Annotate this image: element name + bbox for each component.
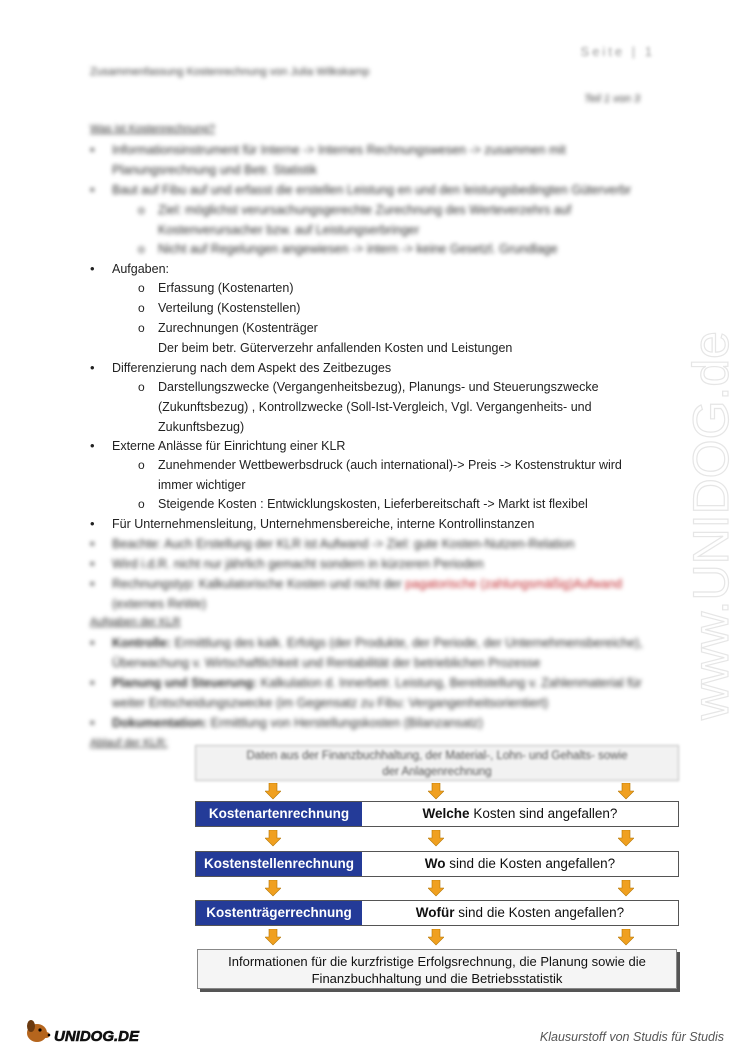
- down-arrow-icon: [428, 880, 444, 897]
- bullet-kontrolle: [112, 633, 643, 673]
- footer-tagline: Klausurstoff von Studis für Studis: [539, 1030, 724, 1044]
- bullet-planung-steuerung: [112, 673, 642, 713]
- rechnungstyp-text: Rechnungstyp: Kalkulatorische Kosten und nicht der: [112, 577, 406, 591]
- bullet-idr: • Wird i.d.R. nicht nur jährlich gemacht sondern in kürzeren Perioden: [112, 554, 484, 574]
- down-arrow-icon: [265, 880, 281, 897]
- sub-regelungen: o Nicht auf Regelungen angewiesen -> intern -> keine Gesetzl. Grundlage: [158, 239, 558, 259]
- rechnungstyp-cont: (externes ReWe): [112, 597, 207, 611]
- sub-line: immer wichtiger: [158, 478, 246, 492]
- down-arrow-icon: [428, 783, 444, 800]
- source-line: Daten aus der Finanzbuchhaltung, der Material-, Lohn- und Gehalts- sowie: [246, 750, 628, 762]
- rechnungstyp-highlight: pagatorische (zahlungsmäßig)Aufwand: [405, 577, 623, 591]
- watermark-text-svg: [650, 280, 750, 730]
- bullet-differenzierung: • Differenzierung nach dem Aspekt des Zeitbezuges: [112, 358, 391, 378]
- bullet-rechnungstyp: [112, 574, 622, 614]
- section-heading-was-ist-kostenrechnung: Was ist Kostenrechnung?: [90, 123, 215, 135]
- bullet-unternehmensleitung: • Für Unternehmensleitung, Unternehmensbereiche, interne Kontrollinstanzen: [112, 514, 534, 534]
- sub-zurechnungen: o Zurechnungen (Kostenträger: [158, 318, 318, 338]
- bullet-line: Planungsrechnung und Betr. Statistik: [112, 163, 317, 177]
- question-keyword: Welche: [422, 806, 470, 821]
- item-text: Kalkulation d. Innerbetr. Leistung, Bereitstellung v. Zahlenmaterial für: [257, 676, 642, 690]
- part-indicator: Teil 1 von 3: [584, 93, 640, 105]
- question-text: sind die Kosten angefallen?: [445, 856, 616, 871]
- row-question: [362, 901, 678, 925]
- down-arrow-icon: [265, 830, 281, 847]
- sub-ziel: [158, 200, 571, 240]
- section-heading-ablauf: Ablauf der KLR:: [90, 737, 168, 749]
- document-header: Zusammenfassung Kostenrechnung von Julia Wilkskamp: [90, 66, 370, 78]
- diagram-result-box: [197, 949, 677, 989]
- logo-text: UNIDOG.DE: [54, 1028, 140, 1045]
- sub-wettbewerbsdruck: [158, 455, 622, 495]
- bullet-informationsinstrument: [112, 140, 566, 180]
- down-arrow-icon: [618, 830, 634, 847]
- sub-line: o Zunehmender Wettbewerbsdruck (auch international)-> Preis -> Kostenstruktur wird: [158, 458, 622, 472]
- sub-verteilung: o Verteilung (Kostenstellen): [158, 298, 300, 318]
- row-label: Kostenstellenrechnung: [196, 852, 362, 876]
- watermark: [650, 280, 750, 730]
- row-question: [362, 852, 678, 876]
- sub-line: Kostenverursacher bzw. auf Leistungserbringer: [158, 223, 420, 237]
- dog-icon: [22, 1013, 162, 1049]
- item-text: Ermittlung des kalk. Erfolgs (der Produkte, der Periode, der Unternehmensbereiche),: [171, 636, 643, 650]
- result-line: Finanzbuchhaltung und die Betriebsstatistik: [311, 971, 563, 986]
- bullet-aufgaben: • Aufgaben:: [112, 259, 169, 279]
- diagram-row-kostenstellen: [195, 851, 679, 877]
- bullet-line: • Informationsinstrument für Interne -> Internes Rechnungswesen -> zusammen mit: [112, 143, 566, 157]
- aufgaben-continuation: Der beim betr. Güterverzehr anfallenden Kosten und Leistungen: [158, 341, 513, 355]
- section-heading-aufgaben-der-klr: Aufgaben der KLR: [90, 616, 181, 628]
- down-arrow-icon: [618, 880, 634, 897]
- diagram-row-kostentraeger: [195, 900, 679, 926]
- item-line: weiter Entscheidungszwecke (im Gegensatz zu Fibu: Vergangenheitsorientiert): [112, 696, 549, 710]
- term-kontrolle: Kontrolle:: [112, 636, 172, 650]
- diagram-source-box: [195, 745, 679, 781]
- sub-line: o Darstellungszwecke (Vergangenheitsbezug), Planungs- und Steuerungszwecke: [158, 380, 599, 394]
- result-line: Informationen für die kurzfristige Erfolgsrechnung, die Planung sowie die: [228, 954, 646, 969]
- term-planung: Planung und Steuerung:: [112, 676, 258, 690]
- down-arrow-icon: [265, 783, 281, 800]
- bullet-beachte: • Beachte: Auch Erstellung der KLR ist Aufwand -> Ziel: gute Kosten-Nutzen-Relation: [112, 534, 574, 554]
- down-arrow-icon: [265, 929, 281, 946]
- row-label: Kostenträgerrechnung: [196, 901, 362, 925]
- bullet-fibu: • Baut auf Fibu auf und erfasst die erstellen Leistung en und den leistungsbedingten Güterverbr: [112, 180, 631, 200]
- item-line: Überwachung v. Wirtschaftlichkeit und Rentabilität der betrieblichen Prozesse: [112, 656, 541, 670]
- watermark-text: www.UNIDOG.de: [683, 331, 739, 720]
- row-label: Kostenartenrechnung: [196, 802, 362, 826]
- sub-line: (Zukunftsbezug) , Kontrollzwecke (Soll-Ist-Vergleich, Vgl. Vergangenheits- und: [158, 400, 592, 414]
- sub-erfassung: o Erfassung (Kostenarten): [158, 278, 294, 298]
- row-question: [362, 802, 678, 826]
- question-text: sind die Kosten angefallen?: [454, 905, 625, 920]
- diagram-row-kostenarten: [195, 801, 679, 827]
- page-number: Seite | 1: [580, 44, 655, 59]
- down-arrow-icon: [428, 830, 444, 847]
- unidog-logo: [22, 1013, 162, 1049]
- question-keyword: Wo: [424, 856, 446, 871]
- down-arrow-icon: [618, 929, 634, 946]
- bullet-externe-anlaesse: • Externe Anlässe für Einrichtung einer KLR: [112, 436, 345, 456]
- sub-darstellungszwecke: [158, 377, 599, 437]
- down-arrow-icon: [428, 929, 444, 946]
- sub-steigende-kosten: o Steigende Kosten : Entwicklungskosten, Lieferbereitschaft -> Markt ist flexibel: [158, 494, 588, 514]
- term-dokumentation: Dokumentation:: [112, 716, 208, 730]
- question-keyword: Wofür: [415, 905, 455, 920]
- sub-line: Zukunftsbezug): [158, 420, 245, 434]
- bullet-dokumentation: [112, 713, 483, 733]
- question-text: Kosten sind angefallen?: [469, 806, 618, 821]
- item-text: Ermittlung von Herstellungskosten (Bilanzansatz): [207, 716, 483, 730]
- sub-line: o Ziel: möglichst verursachungsgerechte Zurechnung des Werteverzehrs auf: [158, 203, 572, 217]
- source-line: der Anlagenrechnung: [382, 766, 492, 778]
- down-arrow-icon: [618, 783, 634, 800]
